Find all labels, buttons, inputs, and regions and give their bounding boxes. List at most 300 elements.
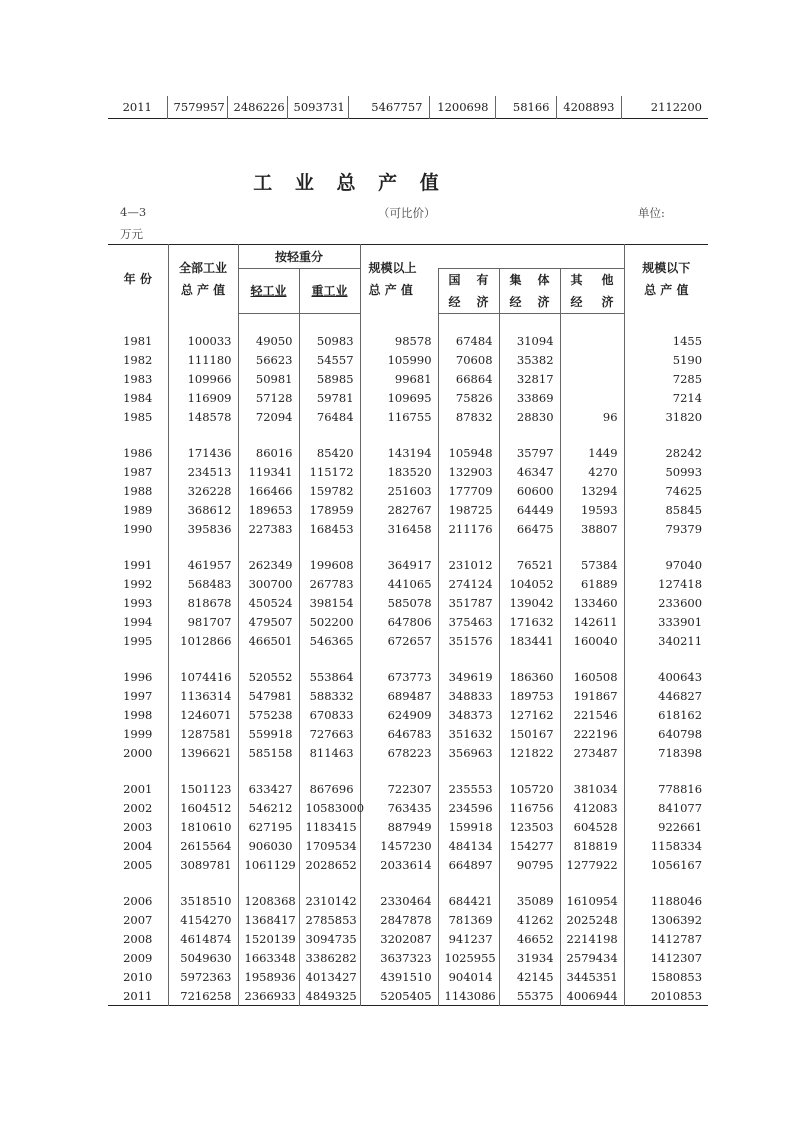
table-row (108, 369, 708, 388)
value-cell: 79379 (624, 519, 708, 538)
year-cell: 2009 (123, 950, 153, 965)
header-char: 集 (509, 273, 522, 287)
value-cell: 282767 (360, 500, 438, 519)
value-cell: 233600 (624, 593, 708, 612)
value-cell: 1074416 (168, 667, 238, 686)
value-cell: 585078 (360, 593, 438, 612)
spacer-cell (360, 538, 438, 555)
value-cell: 2366933 (238, 986, 299, 1006)
value-cell: 1368417 (238, 910, 299, 929)
value-cell: 267783 (299, 574, 360, 593)
value-cell: 3386282 (299, 948, 360, 967)
spacer-cell (438, 874, 499, 891)
value-cell: 35797 (499, 443, 560, 462)
spacer-cell (168, 314, 238, 332)
value-cell: 395836 (168, 519, 238, 538)
spacer-cell (299, 538, 360, 555)
value-cell: 718398 (624, 743, 708, 762)
spacer-cell (560, 538, 624, 555)
value-cell: 2330464 (360, 891, 438, 910)
value-cell: 375463 (438, 612, 499, 631)
value-cell: 105990 (360, 350, 438, 369)
spacer-cell (299, 874, 360, 891)
year-cell: 1999 (123, 726, 153, 741)
value-cell: 585158 (238, 743, 299, 762)
value-cell: 139042 (499, 593, 560, 612)
value-cell: 351632 (438, 724, 499, 743)
value-cell: 356963 (438, 743, 499, 762)
value-cell: 31934 (499, 948, 560, 967)
year-cell: 1989 (123, 502, 153, 517)
value-cell: 4614874 (168, 929, 238, 948)
value-cell: 904014 (438, 967, 499, 986)
value-cell: 55375 (499, 986, 560, 1006)
value-cell: 559918 (238, 724, 299, 743)
table-row (108, 817, 708, 836)
header-total (168, 245, 238, 314)
value-cell: 2033614 (360, 855, 438, 874)
spacer-cell (108, 426, 168, 443)
value-cell: 31820 (624, 407, 708, 426)
value-cell: 5049630 (168, 948, 238, 967)
value-cell: 1143086 (438, 986, 499, 1006)
value-cell: 5190 (624, 350, 708, 369)
table-row (108, 388, 708, 407)
value-cell: 4154270 (168, 910, 238, 929)
value-cell: 221546 (560, 705, 624, 724)
value-cell: 32817 (499, 369, 560, 388)
table-row (108, 986, 708, 1006)
value-cell: 906030 (238, 836, 299, 855)
value-cell: 604528 (560, 817, 624, 836)
value-cell: 316458 (360, 519, 438, 538)
value-cell: 461957 (168, 555, 238, 574)
value-cell: 673773 (360, 667, 438, 686)
table-row (108, 779, 708, 798)
value-cell: 689487 (360, 686, 438, 705)
value-cell: 105720 (499, 779, 560, 798)
year-cell: 2010 (123, 969, 153, 984)
spacer-cell (499, 314, 560, 332)
value-cell: 4013427 (299, 967, 360, 986)
value-cell: 568483 (168, 574, 238, 593)
value-cell: 624909 (360, 705, 438, 724)
value-cell: 35382 (499, 350, 560, 369)
value-cell: 50993 (624, 462, 708, 481)
value-cell: 183441 (499, 631, 560, 650)
value-cell: 177709 (438, 481, 499, 500)
value-cell: 154277 (499, 836, 560, 855)
value-cell: 1412787 (624, 929, 708, 948)
spacer-cell (238, 762, 299, 779)
year-cell: 1993 (123, 595, 153, 610)
value-cell: 502200 (299, 612, 360, 631)
value-cell: 3637323 (360, 948, 438, 967)
value-cell: 171632 (499, 612, 560, 631)
value-cell: 3518510 (168, 891, 238, 910)
value-cell: 198725 (438, 500, 499, 519)
value-cell: 98578 (360, 331, 438, 350)
value-cell: 142611 (560, 612, 624, 631)
spacer-cell (238, 650, 299, 667)
spacer-row (108, 650, 708, 667)
spacer-cell (560, 650, 624, 667)
table-row (108, 443, 708, 462)
value-cell: 333901 (624, 612, 708, 631)
year-cell: 1982 (123, 352, 153, 367)
value-cell: 1025955 (438, 948, 499, 967)
value-cell: 1810610 (168, 817, 238, 836)
spacer-cell (438, 650, 499, 667)
value-cell: 19593 (560, 500, 624, 519)
value-cell: 171436 (168, 443, 238, 462)
price-note: （可比价） (378, 206, 436, 220)
cell: 1200698 (429, 96, 495, 119)
spacer-cell (624, 426, 708, 443)
spacer-cell (624, 762, 708, 779)
spacer-row (108, 874, 708, 891)
value-cell: 1188046 (624, 891, 708, 910)
table-row (108, 836, 708, 855)
value-cell: 234513 (168, 462, 238, 481)
year-cell: 1995 (123, 633, 153, 648)
value-cell: 160040 (560, 631, 624, 650)
spacer-cell (560, 762, 624, 779)
value-cell: 116755 (360, 407, 438, 426)
value-cell: 763435 (360, 798, 438, 817)
year-cell: 2002 (123, 800, 153, 815)
header-char: 济 (601, 295, 614, 309)
value-cell: 13294 (560, 481, 624, 500)
year-cell: 2000 (123, 745, 153, 760)
spacer-cell (360, 874, 438, 891)
spacer-cell (499, 762, 560, 779)
value-cell: 647806 (360, 612, 438, 631)
value-cell: 46347 (499, 462, 560, 481)
table-row (108, 855, 708, 874)
value-cell: 1412307 (624, 948, 708, 967)
table-row (108, 948, 708, 967)
value-cell: 189753 (499, 686, 560, 705)
value-cell: 189653 (238, 500, 299, 519)
table-row (108, 407, 708, 426)
value-cell: 441065 (360, 574, 438, 593)
spacer-cell (299, 650, 360, 667)
header-char: 他 (601, 273, 614, 287)
header-below-line2: 总 产 值 (644, 283, 689, 298)
value-cell: 42145 (499, 967, 560, 986)
value-cell: 1208368 (238, 891, 299, 910)
year-cell: 1981 (123, 333, 153, 348)
value-cell: 104052 (499, 574, 560, 593)
value-cell: 778816 (624, 779, 708, 798)
value-cell: 72094 (238, 407, 299, 426)
value-cell: 446827 (624, 686, 708, 705)
value-cell: 10583000 (299, 798, 360, 817)
value-cell: 818819 (560, 836, 624, 855)
table-row (108, 743, 708, 762)
value-cell: 150167 (499, 724, 560, 743)
value-cell: 887949 (360, 817, 438, 836)
spacer-cell (499, 538, 560, 555)
value-cell: 547981 (238, 686, 299, 705)
value-cell: 2010853 (624, 986, 708, 1006)
value-cell: 520552 (238, 667, 299, 686)
value-cell: 66864 (438, 369, 499, 388)
table-row (108, 967, 708, 986)
spacer-cell (624, 874, 708, 891)
value-cell: 2214198 (560, 929, 624, 948)
header-above-line1: 规模以上 (368, 261, 417, 276)
year-cell: 2004 (123, 838, 153, 853)
year-cell: 2003 (123, 819, 153, 834)
value-cell: 127418 (624, 574, 708, 593)
value-cell: 28830 (499, 407, 560, 426)
spacer-cell (299, 762, 360, 779)
previous-table-last-row (108, 96, 708, 119)
value-cell: 115172 (299, 462, 360, 481)
value-cell: 87832 (438, 407, 499, 426)
spacer-cell (560, 426, 624, 443)
value-cell: 575238 (238, 705, 299, 724)
table-row (108, 929, 708, 948)
value-cell: 127162 (499, 705, 560, 724)
value-cell: 76484 (299, 407, 360, 426)
cell: 5093731 (287, 96, 348, 119)
value-cell: 340211 (624, 631, 708, 650)
header-heavy-label: 重工业 (311, 284, 348, 298)
value-cell: 57128 (238, 388, 299, 407)
value-cell: 1246071 (168, 705, 238, 724)
header-below-line1: 规模以下 (642, 261, 691, 276)
table-row (108, 350, 708, 369)
value-cell: 119341 (238, 462, 299, 481)
value-cell: 262349 (238, 555, 299, 574)
value-cell: 1287581 (168, 724, 238, 743)
spacer-cell (624, 314, 708, 332)
value-cell: 166466 (238, 481, 299, 500)
value-cell: 364917 (360, 555, 438, 574)
spacer-cell (168, 650, 238, 667)
value-cell: 412083 (560, 798, 624, 817)
value-cell: 227383 (238, 519, 299, 538)
spacer-cell (238, 538, 299, 555)
value-cell: 2025248 (560, 910, 624, 929)
value-cell: 183520 (360, 462, 438, 481)
value-cell: 109966 (168, 369, 238, 388)
page-title: 工 业 总 产 值 (253, 172, 447, 194)
value-cell: 1277922 (560, 855, 624, 874)
spacer-cell (168, 538, 238, 555)
value-cell: 60600 (499, 481, 560, 500)
value-cell (560, 369, 624, 388)
value-cell: 70608 (438, 350, 499, 369)
value-cell: 159918 (438, 817, 499, 836)
table-row (108, 462, 708, 481)
value-cell: 234596 (438, 798, 499, 817)
spacer-cell (560, 874, 624, 891)
value-cell: 627195 (238, 817, 299, 836)
value-cell: 1610954 (560, 891, 624, 910)
spacer-cell (238, 426, 299, 443)
unit-value: 万元 (120, 227, 143, 241)
value-cell: 160508 (560, 667, 624, 686)
spacer-cell (360, 314, 438, 332)
value-cell (560, 350, 624, 369)
spacer-cell (108, 314, 168, 332)
table-row (108, 667, 708, 686)
spacer-cell (624, 538, 708, 555)
value-cell: 50983 (299, 331, 360, 350)
value-cell: 96 (560, 407, 624, 426)
spacer-cell (299, 314, 360, 332)
value-cell: 199608 (299, 555, 360, 574)
table-row (108, 331, 708, 350)
value-cell: 109695 (360, 388, 438, 407)
table-row (108, 574, 708, 593)
value-cell: 132903 (438, 462, 499, 481)
header-char: 有 (476, 273, 489, 287)
table-row (108, 891, 708, 910)
value-cell: 2847878 (360, 910, 438, 929)
year-cell: 1994 (123, 614, 153, 629)
value-cell: 35089 (499, 891, 560, 910)
value-cell: 3445351 (560, 967, 624, 986)
table-row (108, 593, 708, 612)
value-cell: 1958936 (238, 967, 299, 986)
value-cell: 981707 (168, 612, 238, 631)
value-cell: 1501123 (168, 779, 238, 798)
value-cell: 818678 (168, 593, 238, 612)
header-char: 其 (570, 273, 583, 287)
value-cell: 922661 (624, 817, 708, 836)
header-char: 体 (537, 273, 550, 287)
table-row (108, 686, 708, 705)
value-cell: 85845 (624, 500, 708, 519)
value-cell: 867696 (299, 779, 360, 798)
value-cell: 1061129 (238, 855, 299, 874)
value-cell: 4006944 (560, 986, 624, 1006)
value-cell: 4849325 (299, 986, 360, 1006)
cell: 4208893 (556, 96, 621, 119)
value-cell: 2615564 (168, 836, 238, 855)
value-cell: 273487 (560, 743, 624, 762)
year-cell: 2008 (123, 931, 153, 946)
value-cell: 348833 (438, 686, 499, 705)
value-cell: 841077 (624, 798, 708, 817)
value-cell: 4270 (560, 462, 624, 481)
value-cell: 2028652 (299, 855, 360, 874)
value-cell: 186360 (499, 667, 560, 686)
value-cell: 38807 (560, 519, 624, 538)
value-cell: 85420 (299, 443, 360, 462)
value-cell: 727663 (299, 724, 360, 743)
value-cell: 74625 (624, 481, 708, 500)
value-cell: 646783 (360, 724, 438, 743)
value-cell: 1158334 (624, 836, 708, 855)
year-cell: 1996 (123, 669, 153, 684)
table-row (108, 96, 708, 119)
cell: 5467757 (348, 96, 429, 119)
value-cell: 90795 (499, 855, 560, 874)
table-row (108, 612, 708, 631)
value-cell: 76521 (499, 555, 560, 574)
value-cell: 235553 (438, 779, 499, 798)
value-cell: 111180 (168, 350, 238, 369)
spacer-cell (299, 426, 360, 443)
value-cell: 300700 (238, 574, 299, 593)
value-cell: 33869 (499, 388, 560, 407)
value-cell: 618162 (624, 705, 708, 724)
value-cell: 1449 (560, 443, 624, 462)
year-cell: 2005 (123, 857, 153, 872)
spacer-row (108, 314, 708, 332)
spacer-cell (499, 426, 560, 443)
value-cell: 159782 (299, 481, 360, 500)
year-cell: 1991 (123, 557, 153, 572)
value-cell: 116756 (499, 798, 560, 817)
value-cell: 400643 (624, 667, 708, 686)
header-above-line2: 总 产 值 (368, 283, 413, 298)
header-char: 经 (570, 295, 583, 309)
spacer-cell (360, 762, 438, 779)
value-cell: 56623 (238, 350, 299, 369)
table-row (108, 481, 708, 500)
spacer-row (108, 762, 708, 779)
value-cell: 49050 (238, 331, 299, 350)
value-cell: 1183415 (299, 817, 360, 836)
value-cell: 672657 (360, 631, 438, 650)
value-cell: 148578 (168, 407, 238, 426)
value-cell: 678223 (360, 743, 438, 762)
value-cell: 1580853 (624, 967, 708, 986)
header-char: 济 (476, 295, 489, 309)
value-cell: 1056167 (624, 855, 708, 874)
value-cell: 684421 (438, 891, 499, 910)
value-cell: 1136314 (168, 686, 238, 705)
value-cell: 97040 (624, 555, 708, 574)
header-light-label: 轻工业 (250, 284, 287, 298)
value-cell: 941237 (438, 929, 499, 948)
value-cell: 546365 (299, 631, 360, 650)
cell: 2112200 (621, 96, 708, 119)
value-cell: 7285 (624, 369, 708, 388)
spacer-cell (438, 426, 499, 443)
year-cell: 1986 (123, 445, 153, 460)
value-cell: 222196 (560, 724, 624, 743)
spacer-cell (168, 874, 238, 891)
table-row (108, 519, 708, 538)
year-cell: 2011 (123, 988, 153, 1003)
cell: 2486226 (227, 96, 287, 119)
value-cell: 57384 (560, 555, 624, 574)
value-cell: 326228 (168, 481, 238, 500)
spacer-cell (499, 874, 560, 891)
table-row (108, 631, 708, 650)
value-cell: 211176 (438, 519, 499, 538)
value-cell: 5972363 (168, 967, 238, 986)
year-cell: 1984 (123, 390, 153, 405)
value-cell: 66475 (499, 519, 560, 538)
year-cell: 2001 (123, 781, 153, 796)
value-cell: 100033 (168, 331, 238, 350)
cell: 7579957 (167, 96, 227, 119)
value-cell: 1520139 (238, 929, 299, 948)
value-cell: 588332 (299, 686, 360, 705)
value-cell: 123503 (499, 817, 560, 836)
cell: 2011 (122, 100, 152, 114)
table-row (108, 798, 708, 817)
